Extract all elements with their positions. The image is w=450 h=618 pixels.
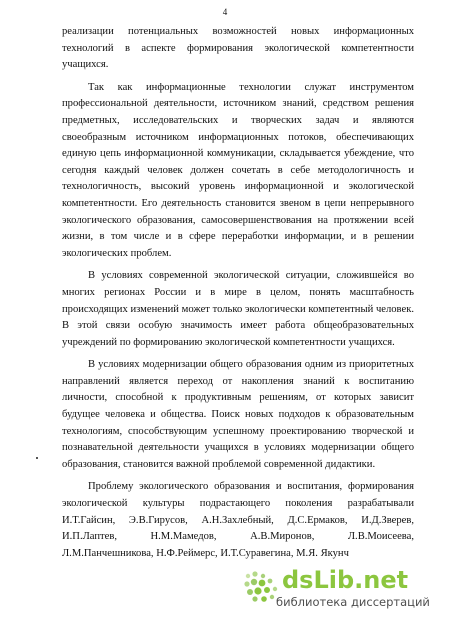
document-body <box>62 24 414 562</box>
paragraph-2: Так как информационные технологии служат инструментом профессиональной деятельности, источником знаний, средством решения предметных, исследовательских и творческих задач и являются своеобразным источником информационных потоков, обеспечивающих единую цепь информационной коммуникации, складывается убеждение, что сегодня каждый человек должен сочетать в себе методологичность и технологичность, высокий уровень информационной и экологической компетентности. Его деятельность становится звеном в цепи непрерывного экологического образования, самосовершенствования на протяжении всей жизни, в том числе и в сфере переработки информации, и в решении экологических проблем. <box>62 81 414 259</box>
page-number: 4 <box>222 7 228 17</box>
dslib-watermark <box>242 566 442 612</box>
margin-mark <box>36 457 38 459</box>
paragraph-4: В условиях модернизации общего образования одним из приоритетных направлений является переход от накопления знаний к воспитанию личности, способной к продуктивным решениям, от которых зависит будущее человека и общества. Поиск новых подходов к образовательным технологиям, способствующим успешному проектированию творческой и познавательной деятельности учащихся в условиях модернизации общего образования, становится важной проблемой современной дидактики. <box>62 359 414 470</box>
paragraph-1: реализации потенциальных возможностей новых информационных технологий в аспекте формирования экологической компетентности учащихся. <box>62 26 414 71</box>
watermark-subtitle: библиотека диссертаций <box>276 595 430 609</box>
paragraph-3: В условиях современной экологической ситуации, сложившейся во многих регионах России и в мире в целом, понять масштабность происходящих изменений может только экологически компетентный человек. В этой связи особую значимость имеет работа общеобразовательных учреждений по формированию экологической компетентности учащихся. <box>62 270 414 348</box>
paragraph-5: Проблему экологического образования и воспитания, формирования экологической культуры подрастающего поколения разрабатывали И.Т.Гайсин, Э.В.Гирусов, А.Н.Захлебный, Д.С.Ермаков, И.Д.Зверев, И.П.Лаптев, Н.М.Мамедов, А.В.Миронов, Л.В.Моисеева, Л.М.Панчешникова, Н.Ф.Реймерс, И.Т.Суравегина, М.Я. Якунч <box>62 481 414 559</box>
watermark-title: dsLib.net <box>282 566 409 594</box>
